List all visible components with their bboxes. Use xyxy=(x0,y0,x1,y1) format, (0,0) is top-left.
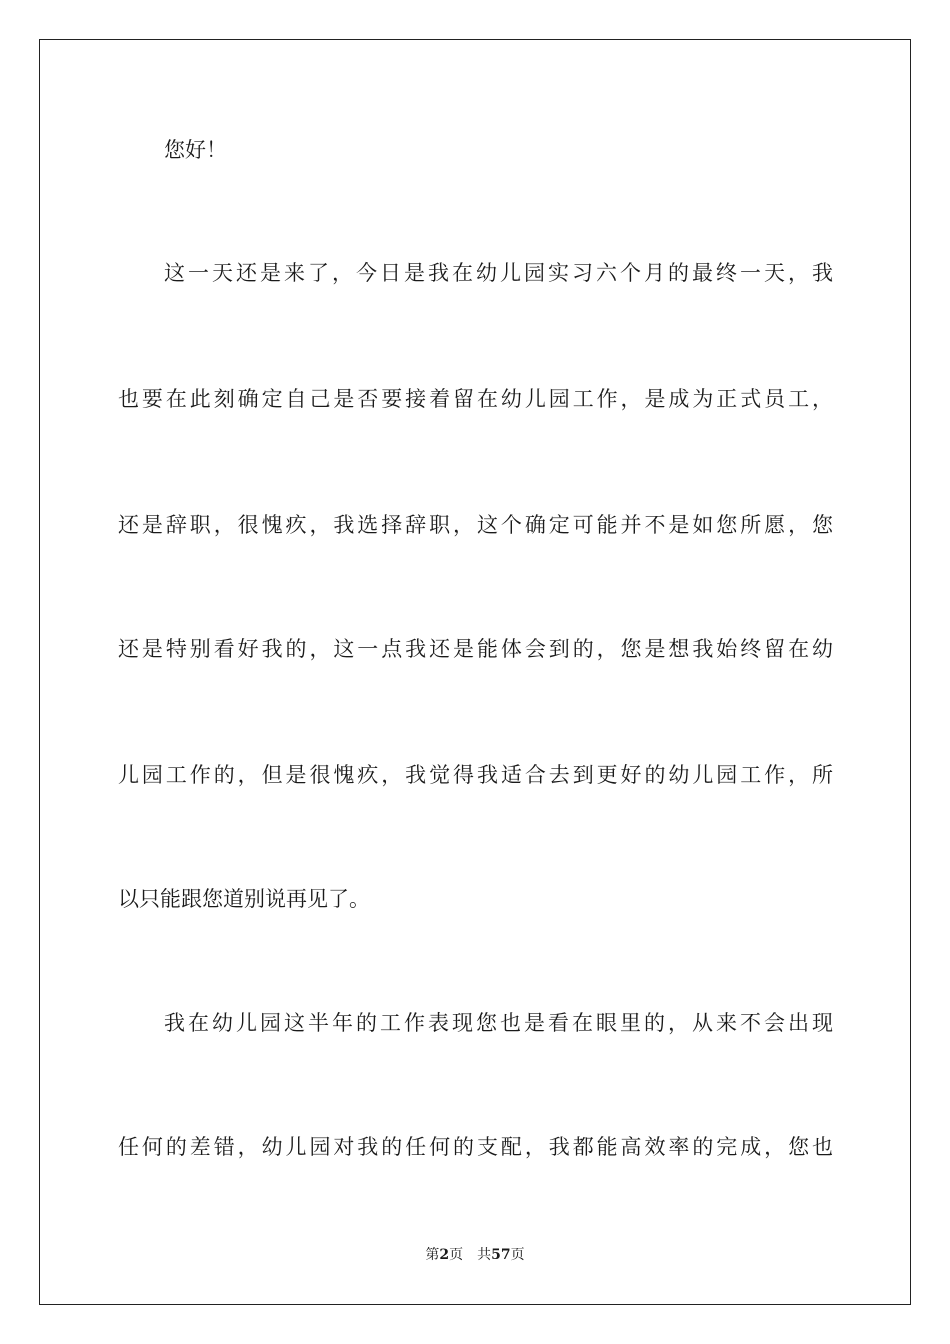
paragraph-line: 还是辞职，很愧疚，我选择辞职，这个确定可能并不是如您所愿，您 xyxy=(118,513,833,537)
page-prefix: 第 xyxy=(425,1247,440,1263)
paragraph-line: 这一天还是来了，今日是我在幼儿园实习六个月的最终一天，我 xyxy=(164,261,833,285)
page-frame xyxy=(39,39,911,1305)
paragraph-line: 我在幼儿园这半年的工作表现您也是看在眼里的，从来不会出现 xyxy=(164,1011,833,1035)
paragraph-line: 也要在此刻确定自己是否要接着留在幼儿园工作，是成为正式员工， xyxy=(118,387,833,411)
page-suffix: 页 xyxy=(449,1247,464,1263)
paragraph-line: 还是特别看好我的，这一点我还是能体会到的，您是想我始终留在幼 xyxy=(118,637,833,661)
paragraph-line: 儿园工作的，但是很愧疚，我觉得我适合去到更好的幼儿园工作，所 xyxy=(118,763,833,787)
paragraph-line: 以只能跟您道别说再见了。 xyxy=(118,887,370,911)
total-suffix: 页 xyxy=(510,1247,525,1263)
paragraph-line: 任何的差错，幼儿园对我的任何的支配，我都能高效率的完成，您也 xyxy=(118,1135,833,1159)
greeting: 您好！ xyxy=(164,138,227,162)
total-prefix: 共 xyxy=(477,1247,492,1263)
total-pages: 57 xyxy=(491,1247,511,1263)
page-footer xyxy=(0,1246,950,1264)
page-number: 2 xyxy=(439,1247,450,1263)
